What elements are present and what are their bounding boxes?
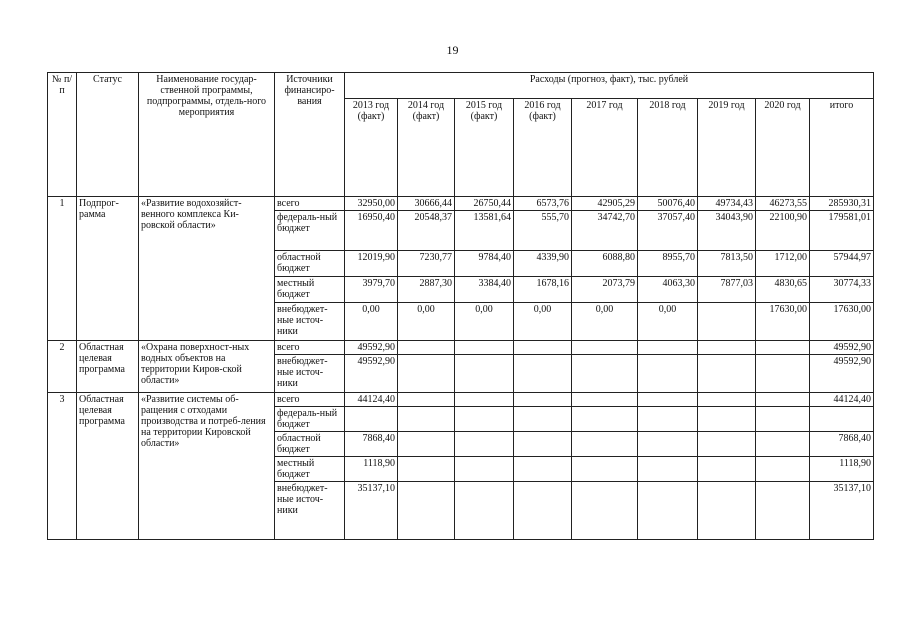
expense-value: 4063,30	[638, 277, 698, 303]
expense-value: 49592,90	[810, 355, 874, 393]
expense-value: 44124,40	[345, 393, 398, 407]
expense-value: 49592,90	[345, 341, 398, 355]
expense-value	[514, 457, 572, 482]
expense-value	[756, 355, 810, 393]
row-number: 2	[48, 341, 77, 393]
expense-value: 17630,00	[756, 303, 810, 341]
expense-value: 9784,40	[455, 251, 514, 277]
expense-value: 34742,70	[572, 211, 638, 251]
expense-value	[638, 482, 698, 540]
expense-value	[572, 482, 638, 540]
program-name: «Охрана поверхност-ных водных объектов на территории Киров-ской области»	[139, 341, 275, 393]
expense-value	[455, 407, 514, 432]
expense-value: 26750,44	[455, 197, 514, 211]
program-name: «Развитие водохозяйст-венного комплекса Ки-ровской области»	[139, 197, 275, 341]
header-year: 2013 год (факт)	[345, 99, 398, 197]
expense-value	[572, 341, 638, 355]
expense-value: 35137,10	[345, 482, 398, 540]
expense-value: 7868,40	[345, 432, 398, 457]
table-row	[48, 341, 874, 355]
expense-value: 44124,40	[810, 393, 874, 407]
expense-value: 6088,80	[572, 251, 638, 277]
funding-source: внебюджет-ные источ-ники	[275, 303, 345, 341]
expense-value	[572, 355, 638, 393]
expense-value: 32950,00	[345, 197, 398, 211]
funding-source: местный бюджет	[275, 457, 345, 482]
expense-value	[455, 393, 514, 407]
expense-value: 1712,00	[756, 251, 810, 277]
expense-value: 35137,10	[810, 482, 874, 540]
expense-value: 30666,44	[398, 197, 455, 211]
funding-source: внебюджет-ные источ-ники	[275, 482, 345, 540]
program-name: «Развитие системы об-ращения с отходами производства и потреб-ления на территории Кировской области»	[139, 393, 275, 540]
expense-value	[514, 393, 572, 407]
row-number: 3	[48, 393, 77, 540]
table-row	[48, 197, 874, 211]
expense-value	[756, 407, 810, 432]
expense-value	[756, 432, 810, 457]
program-status: Подпрог-рамма	[77, 197, 139, 341]
header-year: 2020 год	[756, 99, 810, 197]
expense-value	[698, 393, 756, 407]
expense-value: 1678,16	[514, 277, 572, 303]
expense-value	[514, 407, 572, 432]
expense-value	[572, 457, 638, 482]
expense-value	[638, 355, 698, 393]
expense-value: 17630,00	[810, 303, 874, 341]
expense-value	[398, 341, 455, 355]
expense-value	[756, 457, 810, 482]
expense-value	[455, 457, 514, 482]
expense-value: 34043,90	[698, 211, 756, 251]
row-number: 1	[48, 197, 77, 341]
expense-value	[398, 407, 455, 432]
expense-value: 49592,90	[810, 341, 874, 355]
table-row	[48, 393, 874, 407]
expense-value	[698, 457, 756, 482]
expense-value	[572, 393, 638, 407]
expense-value: 46273,55	[756, 197, 810, 211]
funding-source: внебюджет-ные источ-ники	[275, 355, 345, 393]
header-year: итого	[810, 99, 874, 197]
expense-value: 22100,90	[756, 211, 810, 251]
expense-value: 50076,40	[638, 197, 698, 211]
header-year: 2017 год	[572, 99, 638, 197]
page-number: 19	[446, 43, 459, 57]
expense-value	[455, 432, 514, 457]
header-expenses: Расходы (прогноз, факт), тыс. рублей	[345, 73, 874, 99]
expense-value: 0,00	[514, 303, 572, 341]
expense-value: 13581,64	[455, 211, 514, 251]
funding-source: всего	[275, 341, 345, 355]
expense-value	[398, 393, 455, 407]
expense-value	[756, 393, 810, 407]
expense-value: 0,00	[455, 303, 514, 341]
expense-value: 179581,01	[810, 211, 874, 251]
funding-source: областной бюджет	[275, 251, 345, 277]
funding-source: местный бюджет	[275, 277, 345, 303]
expense-value: 555,70	[514, 211, 572, 251]
expense-value	[638, 341, 698, 355]
expense-value	[756, 482, 810, 540]
expense-value: 7868,40	[810, 432, 874, 457]
header-year: 2018 год	[638, 99, 698, 197]
expense-value	[638, 407, 698, 432]
expense-value	[810, 407, 874, 432]
expense-value	[455, 482, 514, 540]
expense-value: 49592,90	[345, 355, 398, 393]
expense-value	[638, 457, 698, 482]
expense-value: 7230,77	[398, 251, 455, 277]
expense-value	[698, 482, 756, 540]
expense-value: 285930,31	[810, 197, 874, 211]
expense-value	[514, 341, 572, 355]
expense-value	[638, 432, 698, 457]
expense-value: 42905,29	[572, 197, 638, 211]
header-name: Наименование государ-ственной программы, подпрограммы, отдель-ного мероприятия	[139, 73, 275, 197]
expense-value: 7813,50	[698, 251, 756, 277]
expense-value: 2073,79	[572, 277, 638, 303]
expense-value	[698, 303, 756, 341]
expense-value	[572, 407, 638, 432]
expense-value: 1118,90	[810, 457, 874, 482]
expense-value	[398, 432, 455, 457]
expense-value: 12019,90	[345, 251, 398, 277]
header-year: 2019 год	[698, 99, 756, 197]
expense-value	[514, 482, 572, 540]
expense-value: 4339,90	[514, 251, 572, 277]
program-status: Областная целевая программа	[77, 393, 139, 540]
expense-value: 0,00	[398, 303, 455, 341]
funding-source: всего	[275, 393, 345, 407]
expense-value	[698, 407, 756, 432]
expense-value: 57944,97	[810, 251, 874, 277]
expense-value: 1118,90	[345, 457, 398, 482]
expense-value	[514, 432, 572, 457]
funding-source: всего	[275, 197, 345, 211]
expense-value	[756, 341, 810, 355]
expense-value: 0,00	[345, 303, 398, 341]
header-year: 2015 год (факт)	[455, 99, 514, 197]
expense-value: 16950,40	[345, 211, 398, 251]
expense-value	[398, 457, 455, 482]
expense-value: 49734,43	[698, 197, 756, 211]
funding-source: федераль-ный бюджет	[275, 211, 345, 251]
expense-value: 8955,70	[638, 251, 698, 277]
expense-value	[398, 355, 455, 393]
expense-value	[345, 407, 398, 432]
expense-value: 3384,40	[455, 277, 514, 303]
expense-value	[698, 341, 756, 355]
expense-value: 4830,65	[756, 277, 810, 303]
expense-value: 7877,03	[698, 277, 756, 303]
funding-source: федераль-ный бюджет	[275, 407, 345, 432]
header-year: 2014 год (факт)	[398, 99, 455, 197]
header-status: Статус	[77, 73, 139, 197]
expense-value: 37057,40	[638, 211, 698, 251]
expense-value	[455, 355, 514, 393]
funding-source: областной бюджет	[275, 432, 345, 457]
expense-value	[514, 355, 572, 393]
expense-value: 0,00	[638, 303, 698, 341]
header-year: 2016 год (факт)	[514, 99, 572, 197]
expense-value	[638, 393, 698, 407]
expense-value: 2887,30	[398, 277, 455, 303]
header-sources: Источники финансиро-вания	[275, 73, 345, 197]
expense-value: 3979,70	[345, 277, 398, 303]
expense-value	[698, 355, 756, 393]
expense-value	[398, 482, 455, 540]
program-status: Областная целевая программа	[77, 341, 139, 393]
expense-value	[572, 432, 638, 457]
expense-value: 6573,76	[514, 197, 572, 211]
expense-value	[455, 341, 514, 355]
expense-value: 30774,33	[810, 277, 874, 303]
header-num: № п/п	[48, 73, 77, 197]
expense-value: 20548,37	[398, 211, 455, 251]
expenses-table	[47, 72, 874, 540]
expense-value: 0,00	[572, 303, 638, 341]
expense-value	[698, 432, 756, 457]
